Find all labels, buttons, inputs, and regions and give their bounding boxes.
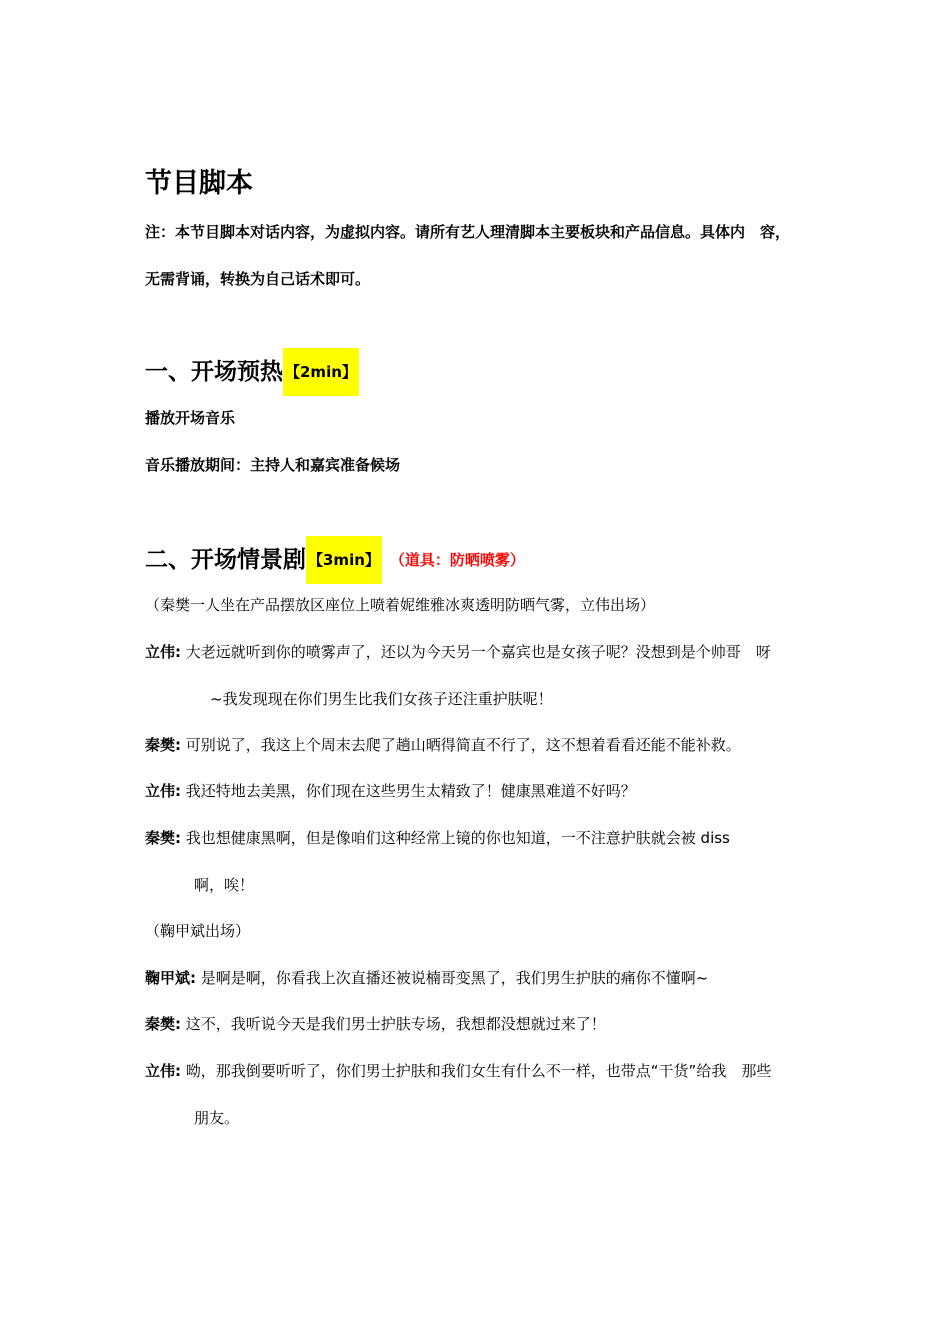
speaker-label: 秦樊: <box>145 1015 181 1033</box>
speaker-label: 秦樊: <box>145 829 181 847</box>
dialogue-continuation: 啊，唉！ <box>194 876 255 894</box>
section1-heading <box>145 348 359 396</box>
dialogue-text: 这不，我听说今天是我们男士护肤专场，我想都没想就过来了！ <box>185 1015 606 1033</box>
dialogue-text: 我还特地去美黑，你们现在这些男生太精致了！健康黑难道不好吗？ <box>185 782 636 800</box>
dialogue-line <box>145 1013 606 1035</box>
page-title: 节目脚本 <box>145 168 253 199</box>
dialogue-line <box>145 967 708 989</box>
speaker-label: 鞠甲斌: <box>145 969 196 987</box>
section2-props-note: （道具：防晒喷雾） <box>389 551 525 569</box>
dialogue-line <box>145 827 730 849</box>
section1-duration-badge: 【2min】 <box>283 348 359 396</box>
speaker-label: 秦樊: <box>145 736 181 754</box>
dialogue-continuation: 朋友。 <box>194 1109 240 1127</box>
dialogue-text: 呦，那我倒要听听了，你们男士护肤和我们女生有什么不一样，也带点“干货”给我 那些 <box>185 1062 772 1080</box>
section2-duration-badge: 【3min】 <box>306 536 382 584</box>
note-line-2: 无需背诵，转换为自己话术即可。 <box>145 270 371 288</box>
dialogue-line <box>145 734 741 756</box>
section1-title: 一、开场预热 <box>145 359 283 385</box>
stage-direction-1: （秦樊一人坐在产品摆放区座位上喷着妮维雅冰爽透明防晒气雾，立伟出场） <box>145 596 656 614</box>
dialogue-line <box>145 1060 771 1082</box>
section1-item-1: 播放开场音乐 <box>145 409 236 427</box>
dialogue-line <box>145 780 636 802</box>
dialogue-text: 我也想健康黑啊，但是像咱们这种经常上镜的你也知道，一不注意护肤就会被 diss <box>185 829 730 847</box>
dialogue-line <box>145 641 771 663</box>
speaker-label: 立伟: <box>145 782 181 800</box>
dialogue-text: 大老远就听到你的喷雾声了，还以为今天另一个嘉宾也是女孩子呢？没想到是个帅哥 呀 <box>185 643 771 661</box>
dialogue-text: 是啊是啊，你看我上次直播还被说楠哥变黑了，我们男生护肤的痛你不懂啊~ <box>200 969 709 987</box>
section2-heading <box>145 536 525 584</box>
dialogue-text: 可别说了，我这上个周末去爬了趟山晒得简直不行了，这不想着看看还能不能补救。 <box>185 736 741 754</box>
section1-item-2: 音乐播放期间：主持人和嘉宾准备候场 <box>145 456 401 474</box>
section2-title: 二、开场情景剧 <box>145 547 306 573</box>
stage-direction-2: （鞠甲斌出场） <box>145 922 251 940</box>
note-line-1: 注：本节目脚本对话内容，为虚拟内容。请所有艺人理清脚本主要板块和产品信息。具体内 容， <box>145 223 791 241</box>
speaker-label: 立伟: <box>145 643 181 661</box>
dialogue-continuation: ~我发现现在你们男生比我们女孩子还注重护肤呢！ <box>210 690 553 708</box>
speaker-label: 立伟: <box>145 1062 181 1080</box>
